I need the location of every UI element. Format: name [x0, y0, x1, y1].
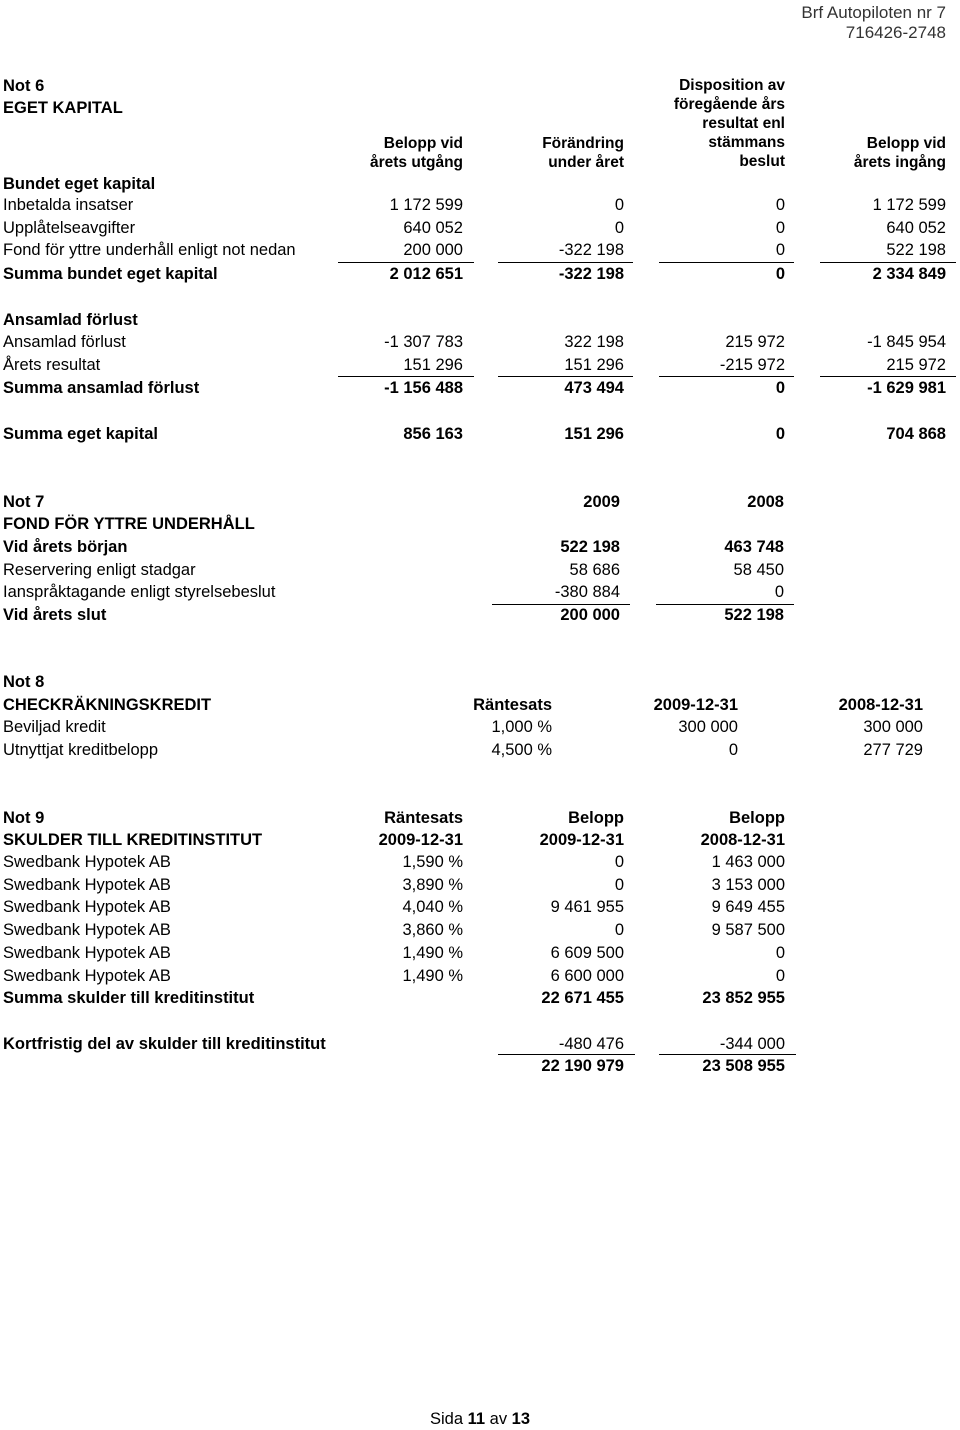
not7-row-value-1: 200 000: [560, 606, 620, 625]
not6-row2-value-4: -1 845 954: [867, 333, 946, 351]
not9-sum-value-1: 22 671 455: [541, 989, 624, 1007]
not7-row-value-2: 58 450: [733, 560, 784, 579]
not7-row: [0, 559, 960, 581]
not6-row-value-2: 0: [614, 196, 624, 214]
not8-col2-header: 2009-12-31: [653, 696, 738, 714]
not7-row-value-1: 522 198: [560, 538, 620, 556]
not9-row-value-2: 6 609 500: [550, 943, 624, 962]
not6-row-value-4: 1 172 599: [872, 196, 946, 214]
not6-total-row-value-4: 704 868: [886, 425, 946, 443]
not6-row: [0, 194, 960, 216]
not6-row2-value-4: 215 972: [886, 356, 946, 374]
not6-row2-value-1: 151 296: [403, 356, 463, 374]
not6-row-value-2: -322 198: [558, 241, 624, 259]
org-number: 716426-2748: [845, 23, 946, 42]
not6-row2-label: Årets resultat: [3, 356, 101, 374]
not9-sum: [0, 987, 960, 1009]
not9-net: [0, 1055, 960, 1077]
not8-col3-header: 2008-12-31: [838, 696, 923, 714]
not8-row-value-1: 1,000 %: [491, 718, 552, 736]
not9-row-value-2: 0: [614, 853, 624, 871]
not6-row-value-1: 640 052: [403, 218, 463, 237]
company-name: Brf Autopiloten nr 7: [801, 3, 946, 22]
not6-sum-bundet-value-2: -322 198: [558, 265, 624, 283]
not9-row-value-2: 9 461 955: [550, 898, 624, 917]
not8-row-value-2: 0: [728, 741, 738, 759]
not9-row-value-3: 1 463 000: [711, 853, 785, 871]
not8-label: Not 8: [3, 673, 45, 691]
not9-row-value-1: 4,040 %: [402, 898, 463, 917]
not9-row-value-1: 3,860 %: [402, 921, 463, 940]
not9-net-value-1: 22 190 979: [541, 1057, 624, 1075]
not7-row-value-1: -380 884: [554, 583, 620, 602]
not9-row-value-2: 6 600 000: [550, 966, 624, 985]
not7-year-2009: 2009: [583, 493, 620, 511]
not7-row-label: Vid årets slut: [3, 606, 107, 625]
not6-total-row-value-2: 151 296: [564, 425, 624, 443]
not6-total-row: [0, 423, 960, 445]
not7-row-label: Vid årets början: [3, 538, 128, 556]
not7-underline-2: [656, 604, 794, 605]
not6-sum-bundet-label: Summa bundet eget kapital: [3, 265, 218, 283]
not6-row2-label: Ansamlad förlust: [3, 333, 126, 351]
not8-row-value-2: 300 000: [678, 718, 738, 736]
not6-sum-ansamlad-value-3: 0: [775, 379, 785, 397]
not9-row-value-3: 3 153 000: [711, 875, 785, 894]
not6-sum-bundet-value-1: 2 012 651: [389, 265, 463, 283]
not8-row-value-1: 4,500 %: [491, 741, 552, 759]
not6-row-label: Upplåtelseavgifter: [3, 218, 136, 237]
not6-sum-ansamlad-label: Summa ansamlad förlust: [3, 379, 200, 397]
not9-h2-col3: 2008-12-31: [700, 831, 785, 849]
not9-row-value-2: 0: [614, 875, 624, 894]
not9-title: SKULDER TILL KREDITINSTITUT: [3, 831, 263, 849]
page-footer-prefix: Sida: [429, 1410, 463, 1428]
page-footer-current: 11: [467, 1410, 486, 1428]
not6-row-value-4: 522 198: [886, 241, 946, 259]
not8-row-label: Beviljad kredit: [3, 718, 106, 736]
not9-row-value-1: 3,890 %: [402, 875, 463, 894]
not7-row-value-2: 522 198: [724, 606, 784, 625]
not6-col3-header: Disposition av föregående års resultat enl stämmans beslut: [673, 77, 785, 170]
not9-row-value-3: 0: [775, 943, 785, 962]
not9-row-value-1: 1,490 %: [402, 943, 463, 962]
not6-section2-title: Ansamlad förlust: [3, 311, 138, 329]
not6-row: [0, 217, 960, 239]
not6-title: EGET KAPITAL: [3, 99, 123, 117]
not8-row: [0, 739, 960, 761]
not9-net-value-2: 23 508 955: [702, 1057, 785, 1075]
not7-row-value-2: 463 748: [724, 538, 784, 556]
not9-sum-value-2: 23 852 955: [702, 989, 785, 1007]
not9-row-label: Swedbank Hypotek AB: [3, 853, 171, 871]
not9-label: Not 9: [3, 809, 45, 827]
not9-row: [0, 919, 960, 941]
not6-row2-value-1: -1 307 783: [384, 333, 463, 351]
not7-row-label: Ianspråktagande enligt styrelsebeslut: [3, 583, 276, 602]
page-footer-total: 13: [511, 1410, 531, 1428]
not9-row-value-3: 9 649 455: [711, 898, 785, 917]
not9-h2-col2: 2009-12-31: [539, 831, 624, 849]
not6-label: Not 6: [3, 77, 45, 95]
not7-row-label: Reservering enligt stadgar: [3, 560, 196, 579]
not8-row-label: Utnyttjat kreditbelopp: [3, 741, 159, 759]
not9-h1-col2: Belopp: [568, 809, 624, 827]
not9-row-value-3: 0: [775, 966, 785, 985]
not7-row-value-2: 0: [774, 583, 784, 602]
not7-underline-1: [492, 604, 630, 605]
not7-row-value-1: 58 686: [569, 560, 620, 579]
not6-total-row-label: Summa eget kapital: [3, 425, 158, 443]
not9-short-value-1: -480 476: [558, 1035, 624, 1053]
not6-row: [0, 239, 960, 261]
not9-row: [0, 874, 960, 896]
not9-short: [0, 1033, 960, 1055]
not9-row-value-2: 0: [614, 921, 624, 940]
not9-row-value-3: 9 587 500: [711, 921, 785, 940]
not9-row-label: Swedbank Hypotek AB: [3, 921, 171, 940]
not6-row-label: Inbetalda insatser: [3, 196, 134, 214]
not9-row-value-1: 1,490 %: [402, 966, 463, 985]
not7-row: [0, 536, 960, 558]
not8-row: [0, 716, 960, 738]
page-footer: [0, 1410, 960, 1429]
page-footer-of: av: [489, 1410, 508, 1428]
not8-row-value-3: 277 729: [863, 741, 923, 759]
not6-total-row-value-1: 856 163: [403, 425, 463, 443]
not9-row-label: Swedbank Hypotek AB: [3, 898, 171, 917]
not6-section1-title: Bundet eget kapital: [3, 175, 156, 193]
not9-row: [0, 896, 960, 918]
not9-short-value-2: -344 000: [719, 1035, 785, 1053]
not6-sum-ansamlad-value-2: 473 494: [564, 379, 624, 397]
not6-sum-bundet-value-4: 2 334 849: [872, 265, 946, 283]
not8-title: CHECKRÄKNINGSKREDIT: [3, 696, 212, 714]
not6-sum-bundet: [0, 263, 960, 285]
not6-row-value-3: 0: [775, 196, 785, 214]
not6-row-value-1: 1 172 599: [389, 196, 463, 214]
not8-row-value-3: 300 000: [863, 718, 923, 736]
not6-sum-bundet-value-3: 0: [775, 265, 785, 283]
not6-row-value-2: 0: [614, 218, 624, 237]
not9-row: [0, 851, 960, 873]
not6-row2: [0, 331, 960, 353]
not9-row-value-1: 1,590 %: [402, 853, 463, 871]
not6-row-value-1: 200 000: [403, 241, 463, 259]
not7-label: Not 7: [3, 493, 45, 511]
not6-row2: [0, 354, 960, 376]
not6-total-row-value-3: 0: [775, 425, 785, 443]
not9-row: [0, 965, 960, 987]
not6-col2-header: Förändring under året: [542, 135, 624, 171]
not9-sum-label: Summa skulder till kreditinstitut: [3, 989, 255, 1007]
not7-year-2008: 2008: [747, 493, 784, 511]
not6-row2-value-2: 322 198: [564, 333, 624, 351]
not6-sum-ansamlad-value-4: -1 629 981: [867, 379, 946, 397]
not9-row-label: Swedbank Hypotek AB: [3, 966, 171, 985]
not6-row-value-4: 640 052: [886, 218, 946, 237]
not9-short-label: Kortfristig del av skulder till kreditinstitut: [3, 1035, 326, 1053]
not9-h1-col3: Belopp: [729, 809, 785, 827]
not6-row-value-3: 0: [775, 241, 785, 259]
not7-row: [0, 581, 960, 603]
not6-row2-value-3: 215 972: [725, 333, 785, 351]
not9-h2-col1: 2009-12-31: [378, 831, 463, 849]
not6-sum-ansamlad: [0, 377, 960, 399]
not6-row-value-3: 0: [775, 218, 785, 237]
not6-row2-value-2: 151 296: [564, 356, 624, 374]
not9-h1-col1: Räntesats: [384, 809, 463, 827]
not6-col4-header: Belopp vid årets ingång: [853, 135, 946, 171]
not7-title: FOND FÖR YTTRE UNDERHÅLL: [3, 515, 255, 533]
not6-col1-header: Belopp vid årets utgång: [369, 135, 463, 171]
not6-row-label: Fond för yttre underhåll enligt not nedan: [3, 241, 296, 259]
not6-row2-value-3: -215 972: [719, 356, 785, 374]
not9-row: [0, 942, 960, 964]
not6-sum-ansamlad-value-1: -1 156 488: [384, 379, 463, 397]
not9-row-label: Swedbank Hypotek AB: [3, 943, 171, 962]
not9-row-label: Swedbank Hypotek AB: [3, 875, 171, 894]
not8-col1-header: Räntesats: [473, 696, 552, 714]
not7-row: [0, 604, 960, 626]
